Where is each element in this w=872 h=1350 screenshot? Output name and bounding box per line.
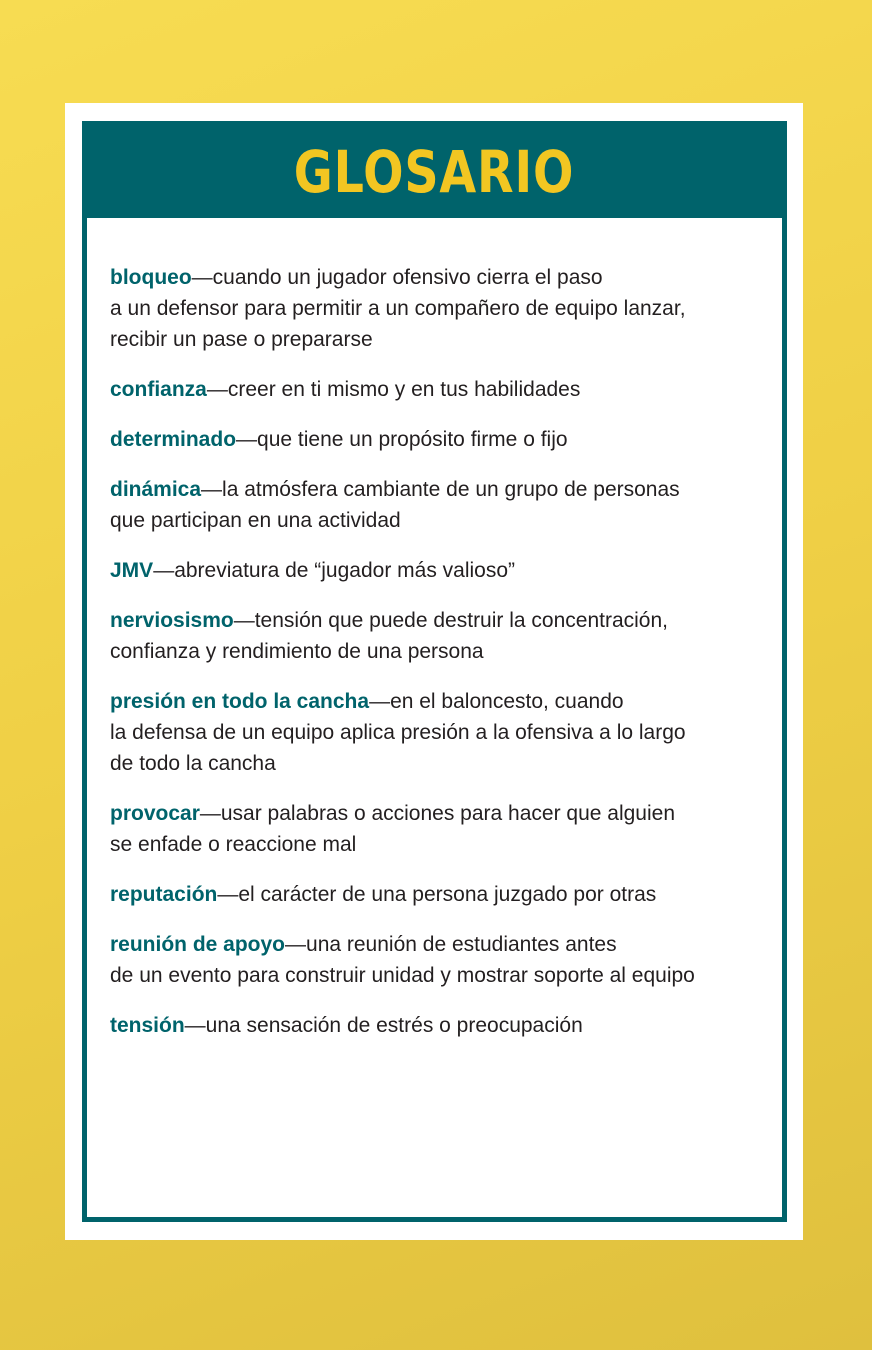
glossary-definition: —cuando un jugador ofensivo cierra el paso	[191, 266, 603, 289]
entry-line	[110, 748, 772, 779]
glossary-definition: a un defensor para permitir a un compañero de equipo lanzar,	[110, 297, 686, 320]
glossary-frame	[82, 121, 787, 1222]
glossary-entry	[110, 1010, 772, 1041]
entry-line	[110, 505, 772, 536]
entry-line	[110, 605, 772, 636]
entry-line	[110, 717, 772, 748]
glossary-term: confianza	[110, 378, 207, 401]
glossary-definition: recibir un pase o prepararse	[110, 328, 373, 351]
glossary-definition: —abreviatura de “jugador más valioso”	[153, 559, 516, 582]
entry-line	[110, 960, 772, 991]
glossary-entry	[110, 424, 772, 455]
glossary-definition: —tensión que puede destruir la concentración,	[233, 609, 668, 632]
glossary-entry	[110, 686, 772, 779]
glossary-definition: se enfade o reaccione mal	[110, 833, 357, 856]
glossary-term: determinado	[110, 428, 237, 451]
glossary-definition: —que tiene un propósito firme o fijo	[236, 428, 568, 451]
glossary-term: bloqueo	[110, 266, 192, 289]
glossary-definition: —la atmósfera cambiante de un grupo de personas	[201, 478, 680, 501]
entry-line	[110, 324, 772, 355]
glossary-definition: de todo la cancha	[110, 752, 276, 775]
glossary-definition: —el carácter de una persona juzgado por otras	[217, 883, 657, 906]
glossary-term: provocar	[110, 802, 200, 825]
glossary-definition: que participan en una actividad	[110, 509, 401, 532]
glossary-definition: la defensa de un equipo aplica presión a la ofensiva a lo largo	[110, 721, 686, 744]
entry-line	[110, 424, 772, 455]
glossary-term: nerviosismo	[110, 609, 234, 632]
glossary-term: JMV	[110, 559, 154, 582]
glossary-definition: confianza y rendimiento de una persona	[110, 640, 484, 663]
entry-line	[110, 474, 772, 505]
entry-line	[110, 293, 772, 324]
glossary-entry	[110, 374, 772, 405]
entry-line	[110, 262, 772, 293]
glossary-definition: —una sensación de estrés o preocupación	[184, 1014, 583, 1037]
glossary-definition: —usar palabras o acciones para hacer que alguien	[199, 802, 676, 825]
glossary-term: reunión de apoyo	[110, 933, 286, 956]
entry-line	[110, 879, 772, 910]
glossary-entry	[110, 474, 772, 536]
glossary-entry	[110, 555, 772, 586]
entry-line	[110, 555, 772, 586]
glossary-entry	[110, 879, 772, 910]
glossary-definition: —creer en ti mismo y en tus habilidades	[206, 378, 581, 401]
glossary-list	[110, 262, 772, 1060]
glossary-card	[65, 103, 803, 1240]
glossary-definition: —una reunión de estudiantes antes	[285, 933, 617, 956]
entry-line	[110, 374, 772, 405]
glossary-entry	[110, 605, 772, 667]
entry-line	[110, 929, 772, 960]
entry-line	[110, 1010, 772, 1041]
page-title: GLOSARIO	[294, 138, 575, 206]
entry-line	[110, 829, 772, 860]
glossary-entry	[110, 262, 772, 355]
glossary-term: dinámica	[110, 478, 202, 501]
glossary-definition: de un evento para construir unidad y mostrar soporte al equipo	[110, 964, 695, 987]
glossary-term: tensión	[110, 1014, 185, 1037]
glossary-term: presión en todo la cancha	[110, 690, 370, 713]
entry-line	[110, 636, 772, 667]
glossary-entry	[110, 798, 772, 860]
entry-line	[110, 686, 772, 717]
glossary-term: reputación	[110, 883, 218, 906]
entry-line	[110, 798, 772, 829]
glossary-header	[87, 126, 782, 218]
glossary-entry	[110, 929, 772, 991]
glossary-definition: —en el baloncesto, cuando	[369, 690, 624, 713]
